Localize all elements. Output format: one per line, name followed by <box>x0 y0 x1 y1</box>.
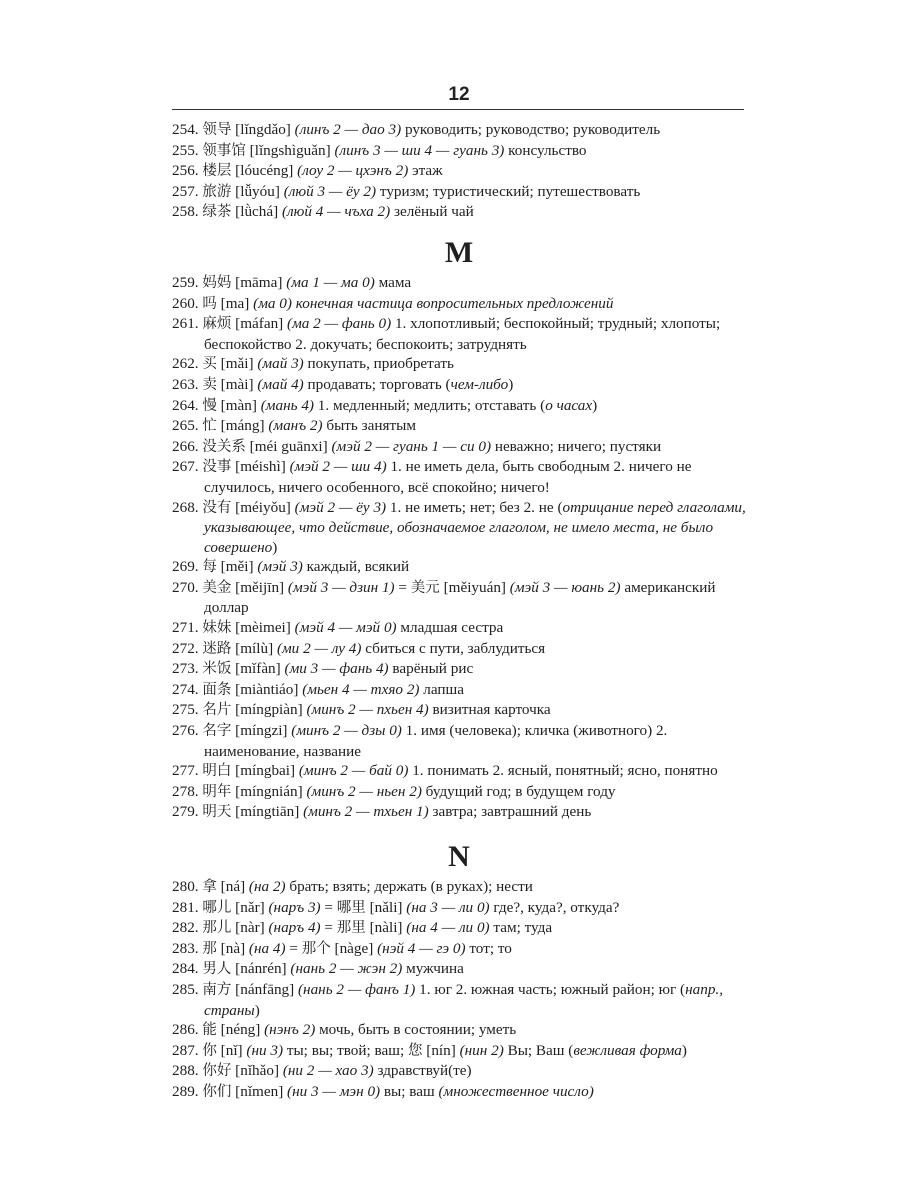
hanzi-word: 你好 <box>202 1063 232 1080</box>
entry-text: 285. <box>172 980 203 998</box>
entry-text: 269. <box>172 558 203 576</box>
hanzi-word: 慢 <box>202 397 217 414</box>
entry-text: 1. медленный; медлить; отставать ( <box>313 396 546 414</box>
entry-text: [máng] <box>216 417 269 435</box>
dictionary-entry <box>172 918 746 939</box>
entry-text: американский доллар <box>204 578 716 617</box>
hanzi-word: 哪儿 <box>202 899 232 916</box>
section-letter-m: M <box>444 235 474 269</box>
dictionary-entry <box>172 354 746 375</box>
italic-note: (люй 4 — чъха 2) <box>281 203 391 221</box>
entry-text: 268. <box>172 498 203 516</box>
entry-text: [lǚyóu] <box>231 182 284 200</box>
entry-text: 260. <box>172 294 203 312</box>
dictionary-entry <box>172 1020 746 1041</box>
entry-text: = <box>320 898 337 916</box>
hanzi-word: 名片 <box>202 702 232 719</box>
hanzi-word: 买 <box>202 356 217 373</box>
dictionary-entry <box>172 700 746 721</box>
hanzi-word: 领导 <box>202 122 232 138</box>
dictionary-entry <box>172 202 746 223</box>
italic-note: (наръ 3) <box>268 898 321 916</box>
italic-note: чем-либо <box>450 375 509 393</box>
entry-text: зелёный чай <box>390 203 474 221</box>
entry-text: 273. <box>172 660 203 678</box>
italic-note: (май 3) <box>257 355 304 373</box>
hanzi-word: 明天 <box>202 804 232 821</box>
entry-text: [nánfāng] <box>231 980 298 998</box>
dictionary-entry <box>172 939 746 960</box>
entry-text: [lǐngshìguǎn] <box>245 141 335 159</box>
entry-text: 261. <box>172 315 203 333</box>
page-number: 12 <box>448 84 470 105</box>
hanzi-word: 能 <box>202 1022 217 1039</box>
entry-text: туризм; туристический; путешествовать <box>376 182 641 200</box>
dictionary-entry <box>172 980 746 1020</box>
entry-text: [mèimei] <box>231 619 295 637</box>
italic-note: (мэй 2 — ши 4) <box>289 458 387 476</box>
dictionary-entry <box>172 639 746 660</box>
entry-text: где?, куда?, откуда? <box>489 898 620 916</box>
entry-text: 267. <box>172 458 203 476</box>
dictionary-entry <box>172 1041 746 1062</box>
entry-text: [mǐfàn] <box>231 660 285 678</box>
entry-text: [ná] <box>216 878 249 895</box>
dictionary-content <box>172 120 746 1103</box>
entry-text: [lǐngdǎo] <box>231 121 295 138</box>
hanzi-word: 妈妈 <box>202 274 232 291</box>
entry-text: [nàr] <box>231 919 269 937</box>
italic-note: (нэй 4 — гэ 0) <box>377 939 466 957</box>
section-letter-n: N <box>448 840 470 873</box>
italic-note: (люй 3 — ёу 2) <box>283 182 377 200</box>
dictionary-entry <box>172 802 746 823</box>
italic-note: о часах <box>545 396 593 414</box>
dictionary-entry <box>172 314 746 354</box>
entry-text: = <box>320 919 337 937</box>
italic-note: (мэй 3) <box>257 558 303 576</box>
italic-note: напр., страны <box>204 980 724 1019</box>
hanzi-word: 吗 <box>202 295 217 312</box>
dictionary-entry <box>172 396 746 417</box>
entry-text: [lǜchá] <box>231 203 282 221</box>
italic-note: (ни 3) <box>246 1041 284 1059</box>
entry-text: 286. <box>172 1021 203 1039</box>
italic-note: (линъ 2 — дао 3) <box>294 121 402 138</box>
entry-text: неважно; ничего; пустяки <box>491 437 662 455</box>
hanzi-word: 那 <box>202 940 217 957</box>
dictionary-entry <box>172 182 746 203</box>
entry-text: ) <box>254 1001 260 1019</box>
hanzi-word: 你 <box>202 1042 217 1059</box>
entry-text: этаж <box>408 162 443 180</box>
entry-text: 263. <box>172 375 203 393</box>
hanzi-word: 领事馆 <box>202 142 246 159</box>
dictionary-entry <box>172 680 746 701</box>
italic-note: (нэнъ 2) <box>264 1021 316 1039</box>
italic-note: (наръ 4) <box>268 919 321 937</box>
entry-text: [nà] <box>216 939 249 957</box>
dictionary-entry <box>172 721 746 761</box>
entry-text: 266. <box>172 437 203 455</box>
hanzi-word: 哪里 <box>336 899 366 916</box>
entry-text: [māma] <box>231 273 287 291</box>
entry-text: 255. <box>172 141 203 159</box>
italic-note: (май 4) <box>257 375 304 393</box>
entry-text: 1. имя (человека); кличка (животного) 2. наименование, название <box>204 722 668 760</box>
hanzi-word: 迷路 <box>202 640 232 657</box>
entry-text: [méishì] <box>231 458 290 476</box>
entry-text: [měi] <box>216 558 258 576</box>
entry-text: варёный рис <box>388 660 474 678</box>
hanzi-word: 卖 <box>202 376 217 393</box>
entry-text: [nǎli] <box>365 898 407 916</box>
dictionary-entry <box>172 1061 746 1082</box>
entry-text: [míngtiān] <box>231 803 304 821</box>
entry-text: здравствуй(те) <box>373 1062 472 1080</box>
entry-text: [nǐ] <box>216 1041 247 1059</box>
hanzi-word: 妹妹 <box>202 620 232 637</box>
entry-text: лапша <box>419 680 464 698</box>
italic-note: (на 4 — ли 0) <box>406 919 490 937</box>
entry-text: 276. <box>172 722 203 740</box>
entry-text: 274. <box>172 680 203 698</box>
entry-text: [míngnián] <box>231 782 307 800</box>
hanzi-word: 没有 <box>202 499 232 516</box>
entry-text: [ma] <box>216 294 254 312</box>
hanzi-word: 美元 <box>410 579 440 596</box>
dictionary-entry <box>172 120 746 141</box>
dictionary-entry <box>172 578 746 618</box>
entry-text: 289. <box>172 1082 203 1100</box>
entry-text: [néng] <box>216 1021 265 1039</box>
entry-text: младшая сестра <box>396 619 504 637</box>
entry-text: ) <box>508 375 514 393</box>
italic-note: (минъ 2 — бай 0) <box>298 762 409 780</box>
entry-text: 278. <box>172 782 203 800</box>
entry-text: = <box>285 939 302 957</box>
header-rule <box>172 109 744 110</box>
dictionary-entry <box>172 959 746 980</box>
dictionary-entry <box>172 294 746 315</box>
entry-text: каждый, всякий <box>302 558 410 576</box>
dictionary-entry <box>172 437 746 458</box>
hanzi-word: 南方 <box>202 981 232 998</box>
italic-note: (ма 2 — фань 0) <box>287 315 392 333</box>
dictionary-entry <box>172 761 746 782</box>
italic-note: (множественное число) <box>438 1082 594 1100</box>
hanzi-word: 那个 <box>301 940 331 957</box>
italic-note: (ни 2 — хао 3) <box>282 1062 374 1080</box>
italic-note: (ни 3 — мэн 0) <box>287 1082 381 1100</box>
entry-text: 258. <box>172 203 203 221</box>
italic-note: (линъ 3 — ши 4 — гуань 3) <box>334 141 505 159</box>
hanzi-word: 米饭 <box>202 661 232 678</box>
entry-text: мужчина <box>402 960 464 978</box>
hanzi-word: 麻烦 <box>202 316 232 333</box>
entry-text: мочь, быть в состоянии; уметь <box>315 1021 517 1039</box>
italic-note: (ма 1 — ма 0) <box>286 273 375 291</box>
dictionary-entry <box>172 618 746 639</box>
italic-note: (мэй 2 — гуань 1 — си 0) <box>331 437 492 455</box>
italic-note: (ми 2 — лу 4) <box>276 639 362 657</box>
entry-text: 284. <box>172 960 203 978</box>
entry-text: [měijīn] <box>231 578 288 596</box>
dictionary-entry <box>172 457 746 497</box>
entry-text: ) <box>681 1041 687 1059</box>
entry-text: будущий год; в будущем году <box>421 782 616 800</box>
entry-text: 288. <box>172 1062 203 1080</box>
italic-note: (ми 3 — фань 4) <box>284 660 389 678</box>
hanzi-word: 旅游 <box>202 183 232 200</box>
entry-text: 257. <box>172 182 203 200</box>
entry-text: сбиться с пути, заблудиться <box>361 639 546 657</box>
entry-text: [méi guānxi] <box>245 437 332 455</box>
entry-text: 1. не иметь; нет; без 2. не ( <box>386 498 563 516</box>
hanzi-word: 没关系 <box>202 438 246 455</box>
dictionary-entry <box>172 375 746 396</box>
hanzi-word: 那里 <box>336 920 366 937</box>
entry-text: [nǎr] <box>231 898 269 916</box>
entry-text: там; туда <box>489 919 553 937</box>
entry-text: [míngzi] <box>231 722 292 740</box>
hanzi-word: 没事 <box>202 459 232 476</box>
italic-note: (лоу 2 — цхэнъ 2) <box>297 162 409 180</box>
italic-note: (мэй 2 — ёу 3) <box>294 498 387 516</box>
entry-text: мама <box>374 273 412 291</box>
entry-text: [lóucéng] <box>231 162 298 180</box>
entry-text: 277. <box>172 762 203 780</box>
dictionary-entry <box>172 273 746 294</box>
entry-text: 272. <box>172 639 203 657</box>
italic-note: (нань 2 — жэн 2) <box>290 960 403 978</box>
entry-text: Вы; Ваш ( <box>503 1041 574 1059</box>
entry-text: визитная карточка <box>428 701 551 719</box>
dictionary-entry <box>172 877 746 898</box>
entry-text: завтра; завтрашний день <box>428 803 592 821</box>
dictionary-entry <box>172 557 746 578</box>
hanzi-word: 您 <box>407 1042 423 1059</box>
hanzi-word: 名字 <box>202 723 232 740</box>
entry-text: [měiyuán] <box>439 578 510 596</box>
entry-text: руководить; руководство; руководитель <box>401 121 661 138</box>
italic-note: (минъ 2 — пхьен 4) <box>306 701 429 719</box>
entry-text: 264. <box>172 396 203 414</box>
italic-note: (мьен 4 — тхяо 2) <box>302 680 420 698</box>
entry-text: 265. <box>172 417 203 435</box>
entry-text: [nín] <box>422 1041 460 1059</box>
entry-text: 254. <box>172 121 203 138</box>
entry-text: [nàli] <box>365 919 407 937</box>
dictionary-entry <box>172 416 746 437</box>
italic-note: (на 2) <box>248 878 286 895</box>
hanzi-word: 每 <box>202 559 217 576</box>
entry-text: 271. <box>172 619 203 637</box>
italic-note: (на 4) <box>248 939 286 957</box>
hanzi-word: 你们 <box>202 1083 232 1100</box>
italic-note: (на 3 — ли 0) <box>406 898 490 916</box>
italic-note: (мэй 3 — дзин 1) <box>287 578 395 596</box>
entry-text: = <box>394 578 411 596</box>
italic-note: (нань 2 — фанъ 1) <box>298 980 416 998</box>
dictionary-entry <box>172 161 746 182</box>
entry-text: [mílù] <box>231 639 277 657</box>
entry-text: 280. <box>172 878 203 895</box>
italic-note: (минъ 2 — дзы 0) <box>291 722 402 740</box>
entry-text: 275. <box>172 701 203 719</box>
hanzi-word: 明年 <box>202 783 232 800</box>
entry-text: продавать; торговать ( <box>303 375 451 393</box>
dictionary-entry <box>172 782 746 803</box>
entry-text: [nàge] <box>330 939 378 957</box>
entry-text: 1. хлопотливый; беспокойный; трудный; хлопоты; беспокойство 2. докучать; беспокоить; затруднять <box>204 315 721 353</box>
entry-text: 256. <box>172 162 203 180</box>
dictionary-entry <box>172 498 746 558</box>
entry-text: [mài] <box>216 375 258 393</box>
dictionary-entry <box>172 898 746 919</box>
entry-text: вы; ваш <box>380 1082 439 1100</box>
hanzi-word: 那儿 <box>202 920 232 937</box>
entry-text: [nǐhǎo] <box>231 1062 283 1080</box>
dictionary-entry <box>172 141 746 162</box>
entry-text: покупать, приобретать <box>303 355 454 373</box>
italic-note: (ма 0) конечная частица вопросительных предложений <box>253 294 614 312</box>
hanzi-word: 美金 <box>202 579 232 596</box>
hanzi-word: 男人 <box>202 961 232 978</box>
entry-text: [nánrén] <box>231 960 291 978</box>
entry-text: ты; вы; твой; ваш; <box>283 1041 408 1059</box>
entry-text: 1. юг 2. южная часть; южный район; юг ( <box>415 980 686 998</box>
entry-text: 283. <box>172 939 203 957</box>
entry-text: 282. <box>172 919 203 937</box>
hanzi-word: 面条 <box>202 681 232 698</box>
entry-text: 259. <box>172 273 203 291</box>
entry-text: [míngbai] <box>231 762 299 780</box>
italic-note: (мань 4) <box>260 396 314 414</box>
entry-text: 1. не иметь дела, быть свободным 2. ничего не случилось, ничего особенного, всё спокойно; ничего! <box>204 458 692 496</box>
entry-text: 287. <box>172 1041 203 1059</box>
hanzi-word: 忙 <box>202 418 217 435</box>
italic-note: (мэй 4 — мэй 0) <box>294 619 397 637</box>
entry-text: 279. <box>172 803 203 821</box>
italic-note: (нин 2) <box>459 1041 504 1059</box>
italic-note: (манъ 2) <box>268 417 323 435</box>
italic-note: отрицание перед глаголами, указывающее, что действие, обозначаемое глаголом, не имело места, не было совершено <box>204 498 746 556</box>
entry-text: тот; то <box>465 939 512 957</box>
hanzi-word: 楼层 <box>202 163 232 180</box>
entry-text: 281. <box>172 898 203 916</box>
hanzi-word: 明白 <box>202 763 232 780</box>
entry-text: ) <box>592 396 598 414</box>
dictionary-entry <box>172 1082 746 1103</box>
entry-text: [méiyǒu] <box>231 498 295 516</box>
italic-note: (минъ 2 — ньен 2) <box>306 782 422 800</box>
entry-text: 262. <box>172 355 203 373</box>
dictionary-entry <box>172 659 746 680</box>
entry-text: [mǎi] <box>216 355 258 373</box>
hanzi-word: 拿 <box>202 879 217 895</box>
italic-note: вежливая форма <box>573 1041 682 1059</box>
entry-text: [miàntiáo] <box>231 680 303 698</box>
entry-text: ) <box>272 538 278 556</box>
entry-text: 1. понимать 2. ясный, понятный; ясно, понятно <box>408 762 718 780</box>
entry-text: [máfan] <box>231 315 288 333</box>
entry-text: 270. <box>172 578 203 596</box>
entry-text: быть занятым <box>322 417 416 435</box>
entry-text: [míngpiàn] <box>231 701 307 719</box>
entry-text: [màn] <box>216 396 261 414</box>
entry-text: консульство <box>504 141 587 159</box>
hanzi-word: 绿茶 <box>202 204 232 221</box>
italic-note: (минъ 2 — тхьен 1) <box>303 803 429 821</box>
italic-note: (мэй 3 — юань 2) <box>509 578 621 596</box>
entry-text: [nǐmen] <box>231 1082 288 1100</box>
entry-text: брать; взять; держать (в руках); нести <box>285 878 533 895</box>
